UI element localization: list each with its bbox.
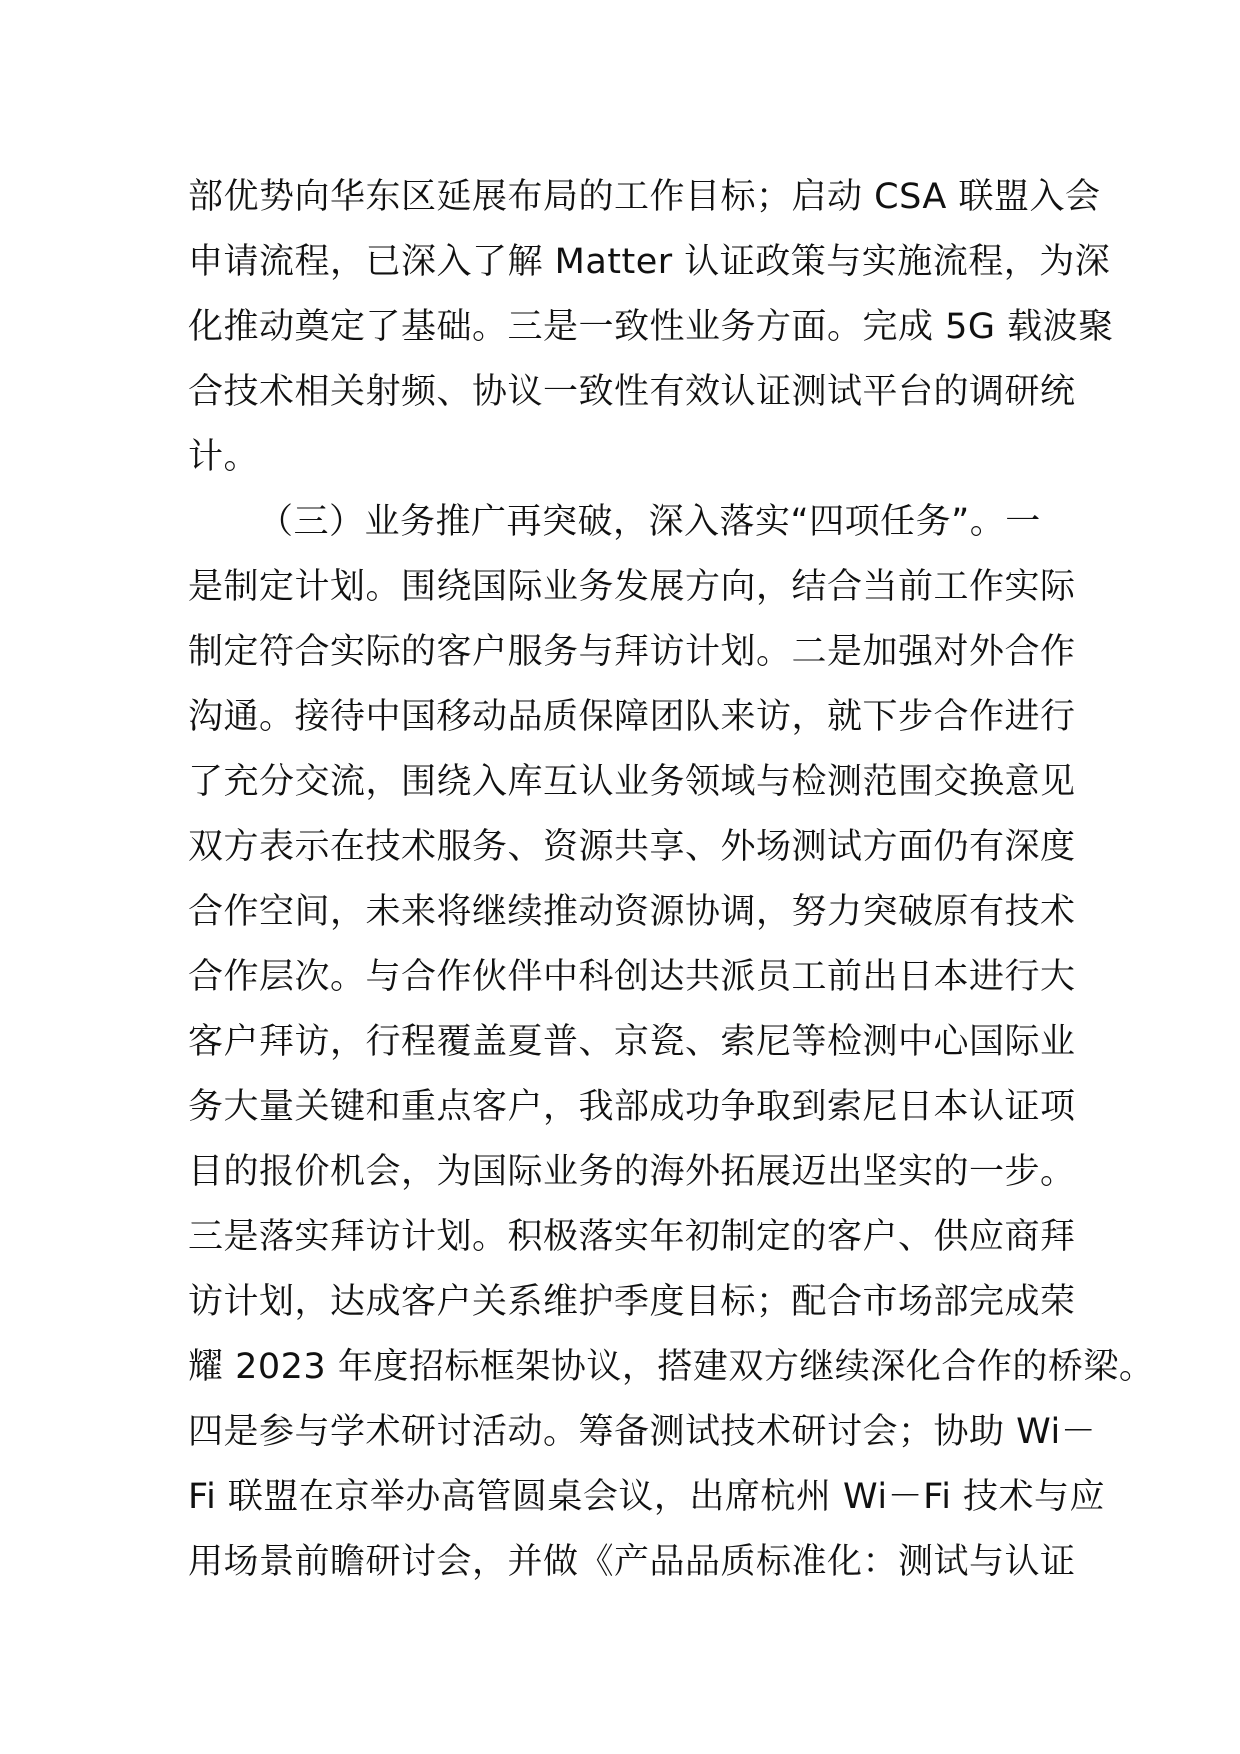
text-line: 是制定计划。围绕国际业务发展方向，结合当前工作实际 (188, 567, 1076, 607)
text-line: 计。 (188, 437, 260, 477)
text-line: 双方表示在技术服务、资源共享、外场测试方面仍有深度 (188, 827, 1076, 867)
section-heading-line: （三）业务推广再突破，深入落实“四项任务”。一 (258, 502, 1041, 542)
text-line: 目的报价机会，为国际业务的海外拓展迈出坚实的一步。 (188, 1152, 1076, 1192)
text-line: 了充分交流，围绕入库互认业务领域与检测范围交换意见 (188, 762, 1076, 802)
text-line: 化推动奠定了基础。三是一致性业务方面。完成 5G 载波聚 (188, 307, 1114, 347)
body-text (188, 165, 1155, 1595)
text-line: 务大量关键和重点客户，我部成功争取到索尼日本认证项 (188, 1087, 1076, 1127)
text-line: Fi 联盟在京举办高管圆桌会议，出席杭州 Wi－Fi 技术与应 (188, 1477, 1106, 1517)
text-line: 耀 2023 年度招标框架协议，搭建双方继续深化合作的桥梁。 (188, 1347, 1155, 1387)
text-line: 访计划，达成客户关系维护季度目标；配合市场部完成荣 (188, 1282, 1076, 1322)
text-line: 三是落实拜访计划。积极落实年初制定的客户、供应商拜 (188, 1217, 1076, 1257)
text-line: 部优势向华东区延展布局的工作目标；启动 CSA 联盟入会 (188, 177, 1101, 217)
text-line: 合作层次。与合作伙伴中科创达共派员工前出日本进行大 (188, 957, 1076, 997)
text-line: 申请流程，已深入了解 Matter 认证政策与实施流程，为深 (188, 242, 1111, 282)
text-line: 合技术相关射频、协议一致性有效认证测试平台的调研统 (188, 372, 1076, 412)
text-line: 沟通。接待中国移动品质保障团队来访，就下步合作进行 (188, 697, 1076, 737)
text-line: 四是参与学术研讨活动。筹备测试技术研讨会；协助 Wi－ (188, 1412, 1097, 1452)
text-line: 客户拜访，行程覆盖夏普、京瓷、索尼等检测中心国际业 (188, 1022, 1076, 1062)
text-line: 用场景前瞻研讨会，并做《产品品质标准化：测试与认证 (188, 1542, 1076, 1582)
text-line: 制定符合实际的客户服务与拜访计划。二是加强对外合作 (188, 632, 1076, 672)
text-line: 合作空间，未来将继续推动资源协调，努力突破原有技术 (188, 892, 1076, 932)
